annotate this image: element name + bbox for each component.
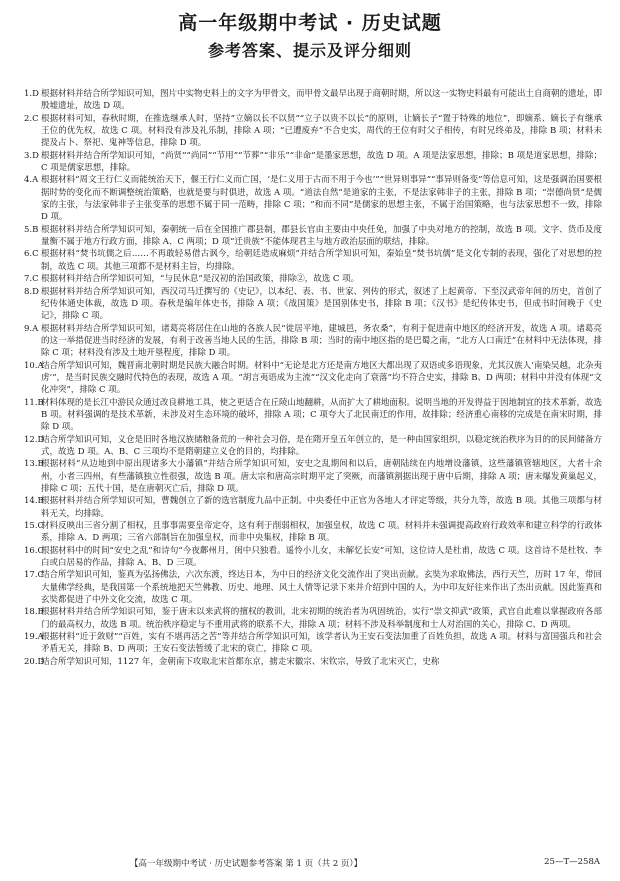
answer-number: 17.C xyxy=(24,570,45,581)
answer-number: 2.C xyxy=(24,113,39,124)
page-footer xyxy=(0,857,620,871)
answer-text: 根据材料“焚书坑儒之后……不再敢轻易借古讽今，给朝廷造成麻烦”并结合所学知识可知，秦始皇“焚书坑儒”是文化专制的表现，强化了对思想的控制，故选 C 项。其他三项都不是材料主旨，均排除。 xyxy=(41,249,602,272)
answer-number: 7.C xyxy=(24,274,39,285)
answer-text: 根据材料并结合所学知识可知，“尚贤”“尚同”“节用”“节葬”“非乐”“非命”是墨家思想，故选 D 项。A 项是法家思想，排除；B 项是道家思想，排除；C 项是儒家思想，排除。 xyxy=(41,150,602,174)
answer-item xyxy=(24,224,602,249)
answer-number: 13.B xyxy=(24,459,44,470)
answer-item xyxy=(24,434,602,459)
answer-list xyxy=(24,88,602,668)
answer-text: 根据材料并结合所学知识可知，曹魏创立了新的选官制度九品中正制。中央委任中正官为各地人才评定等级，共分九等，故选 B 项。其他三项都与材料无关，均排除。 xyxy=(41,496,602,519)
answer-number: 19.A xyxy=(24,632,44,643)
answer-item xyxy=(24,273,602,285)
answer-item xyxy=(24,323,602,360)
answer-item xyxy=(24,360,602,397)
answer-number: 18.B xyxy=(24,607,44,618)
page-subtitle: 参考答案、提示及评分细则 xyxy=(207,41,412,60)
answer-item xyxy=(24,286,602,323)
answer-text: 根据材料并结合所学知识可知，秦朝统一后在全国推广郡县制，郡县长官由主要由中央任免，加强了中央对地方的控制，故选 B 项。文字、货币及度量衡不属于地方行政方面，排除 A、C 两项；D 项“迁贵族”不能体现君主与地方政治层面的联结，排除。 xyxy=(41,224,602,248)
answer-number: 15.C xyxy=(24,521,45,532)
answer-text: 根据材料可知，春秋时期，在推选继承人时，坚持“立嫡以长不以贤”“立子以贵不以长”的原则，让嫡长子“置于特殊的地位”，即嫡系、嫡长子有继承王位的优先权，故选 C 项。材料没有涉及礼乐制，排除 A 项；“已遭废弃”不合史实，周代的王位有时父子相传，有时兄终弟及，排除 B 项；材料未提及占卜、祭祀、鬼神等信息，排除 D 项。 xyxy=(41,113,602,149)
answer-text: 材料体现的是长江中游民众通过改良耕地工具，使之更适合在丘陵山地翻耕，从而扩大了耕地面积。说明当地的开发得益于因地制宜的技术革新，故选 B 项。材料强调的是技术革新，未涉及对生态环境的破坏，排除 A 项；C 项夸大了北民南迁的作用，故排除；经济重心南移的完成是在南宋时期，排除 D 项。 xyxy=(41,397,603,433)
answer-number: 9.A xyxy=(24,323,39,334)
answer-text: 根据材料并结合所学知识可知，西汉司马迁撰写的《史记》，以本纪、表、书、世家、列传的形式，叙述了上起黄帝、下至汉武帝年间的历史，首创了纪传体通史体裁，故选 D 项。春秋是编年体史书，排除 A 项；《战国策》是国别体史书，排除 B 项；《汉书》是纪传体史书，但成书时间晚于《史记》，排除 C 项。 xyxy=(41,286,602,322)
answer-item xyxy=(24,656,602,668)
answer-number: 1.D xyxy=(24,89,39,99)
answer-item xyxy=(24,545,602,570)
answer-text: 根据材料并结合所学知识可知，图片中实物史料上的文字为甲骨文，而甲骨文最早出现于商朝时期，所以这一实物史料最有可能出土自商朝的遗址，即殷墟遗址，故选 D 项。 xyxy=(41,89,603,112)
answer-text: 根据材料“从边地到中原出现诸多大小藩镇”并结合所学知识可知，安史之乱期间和以后，唐朝陆续在内地增设藩镇，这些藩镇管辖地区，大者十余州，小者三四州，有些藩镇独立性很强，故选 B 项。唐太宗和唐高宗时期平定了突厥，而藩镇割据出现于唐中后期，排除 A 项；唐末爆发黄巢起义，排除 C 项；五代十国，是在唐朝灭亡后，排除 D 项。 xyxy=(41,459,602,494)
answer-item xyxy=(24,397,602,434)
answer-item xyxy=(24,631,602,656)
answer-item xyxy=(24,248,602,273)
answer-text: 根据材料并结合所学知识可知，诸葛亮将居住在山地的各族人民“徙居平地，建城邑，务农桑”，有利于促进南中地区的经济开发，故选 A 项。诸葛亮的这一举措促进当时经济的发展，有利于改善当地人民的生活，排除 B 项；当时的南中地区指的是巴蜀之南，“北方人口南迁”在材料中无法体现，排除 C 项；材料没有涉及土地开垦程度，排除 D 项。 xyxy=(41,323,602,359)
answer-item xyxy=(24,174,602,223)
answer-number: 16.C xyxy=(24,545,45,556)
answer-number: 3.D xyxy=(24,150,39,161)
answer-text: 材料反映出三省分割了相权，且事事需要皇帝定夺，这有利于削弱相权，加强皇权，故选 C 项。材料并未强调提高政府行政效率和建立科学的行政体系，排除 A、D 两项；三省六部制旨在加强皇权，而非中央集权，排除 B 项。 xyxy=(41,521,602,544)
answer-item xyxy=(24,150,602,175)
page-title: 高一年级期中考试 · 历史试题 xyxy=(178,12,442,34)
answer-item xyxy=(24,569,602,606)
footer-text: 【高一年级期中考试 · 历史试题参考答案 第 1 页（共 2 页）】 xyxy=(130,859,363,869)
answer-item xyxy=(24,606,602,631)
answer-item xyxy=(24,495,602,520)
answer-item xyxy=(24,88,602,113)
footer-code: 25—T—258A xyxy=(544,857,600,867)
answer-text: 结合所学知识可知，义仓是旧时各地汉族储粮备荒的一种社会习俗，是在隋开皇五年创立的，是一种由国家组织，以稳定统治秩序为目的的民间储备方式，故选 D 项。A、B、C 三项均不是隋朝建立义仓的目的，均排除。 xyxy=(41,434,603,457)
answer-number: 4.A xyxy=(24,175,39,186)
answer-text: 结合所学知识可知，鉴真为弘扬佛法，六次东渡，终达日本，为中日的经济文化交流作出了突出贡献。玄奘为求取佛法，西行天竺，历时 17 年，带回大量佛学经典，是我国第一个系统地把天竺佛教、历史、地理、风土人情等记录下来并介绍到中国的人，为中印友好往来作出了杰出贡献。因此鉴真和玄奘都促进了中外文化交流，故选 C 项。 xyxy=(41,570,603,606)
answer-text: 根据材料并结合所学知识可知，鉴于唐末以来武将的擅权的教训，北宋初期的统治者为巩固统治，实行“崇文抑武”政策，武官自此难以掌握政府各部门的最高权力，故选 B 项。统治秩序稳定与不重用武将的联系不大，排除 A 项；材料不涉及科举制度和士人对治国的关心，排除 C、D 两项。 xyxy=(41,607,602,630)
answer-text: 根据材料并结合所学知识可知，“与民休息”是汉初的治国政策，排除②，故选 C 项。 xyxy=(41,274,360,285)
answer-text: 根据材料“近于敛财”“百姓，实有不堪再活之苦”等并结合所学知识可知，该学者认为王安石变法加重了百姓负担，故选 A 项。材料与富国强兵和社会矛盾无关，排除 B、D 两项；王安石变法暂缓了北宋的衰亡，排除 C 项。 xyxy=(41,632,602,655)
answer-number: 14.B xyxy=(24,496,44,507)
answer-item xyxy=(24,458,602,495)
answer-item xyxy=(24,520,602,545)
answer-text: 结合所学知识可知，魏晋南北朝时期是民族大融合时期。材料中“无论是北方还是南方地区大都出现了双语或多语现象，尤其汉族人‘南染吴越，北杂夷虏’”，是当时民族交融时代特色的表现，故选 A 项。“胡言夷语成为主流”“汉文化走向了衰落”均不符合史实，排除 B、D 两项；材料中并没有体现“文化冲突”，排除 C 项。 xyxy=(41,360,602,396)
answer-number: 5.B xyxy=(24,224,39,235)
answer-number: 10.A xyxy=(24,360,44,371)
answer-number: 6.C xyxy=(24,249,39,260)
answer-number: 20.D xyxy=(24,656,45,667)
answer-number: 11.B xyxy=(24,397,44,408)
answer-number: 8.D xyxy=(24,286,39,297)
answer-text: 根据材料“周文王行仁义而能统治天下，偃王行仁义而亡国，‘是仁义用于古而不用于今也’”“世异则事异”“事异则备变”等信息可知，这是强调治国要根据时势的变化而不断调整统治策略，也就是要与时俱进，故选 A 项。“道法自然”是道家的主张，不是法家韩非子的主张，排除 B 项；“崇德尚贤”是儒家的主张，与法家韩非子主张变革的思想不属于同一范畴，排除 C 项；“和而不同”是儒家的思想主张，不属于治国策略，也与法家思想不一致，排除 D 项。 xyxy=(41,175,602,223)
answer-text: 根据材料中的时间“安史之乱”和诗句“今夜鄜州月，闺中只独看。遥怜小儿女，未解忆长安”可知，这位诗人是杜甫，故选 C 项。这首诗不是杜牧、李白或白居易的作品，排除 A、B、D 三项。 xyxy=(41,545,602,569)
answer-item xyxy=(24,113,602,150)
answer-text: 结合所学知识可知，1127 年，金朝南下攻取北宋首都东京，掳走宋徽宗、宋钦宗，导致了北宋灭亡，史称 xyxy=(41,656,440,667)
answer-number: 12.D xyxy=(24,434,45,445)
